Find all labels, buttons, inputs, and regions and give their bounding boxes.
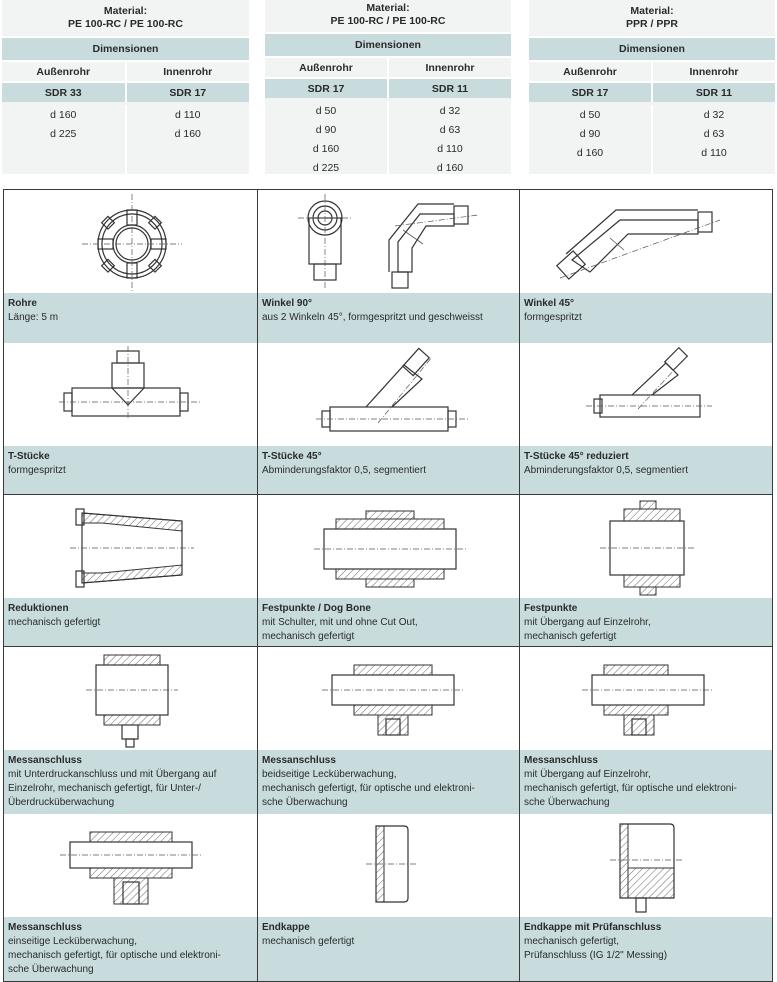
product-description: aus 2 Winkeln 45°, formgespritzt und geschweisst xyxy=(262,312,483,323)
product-title: Messanschluss xyxy=(262,755,336,766)
material-table-1 xyxy=(2,0,249,174)
product-cell xyxy=(4,343,258,494)
product-title: Endkappe xyxy=(262,922,310,933)
material-value: PPR / PPR xyxy=(626,18,678,30)
product-caption xyxy=(4,293,257,343)
outer-diameter: d 90 xyxy=(265,120,389,139)
product-description: sche Überwachung xyxy=(262,797,348,808)
elbow-90-drawing xyxy=(258,190,519,293)
grid-row xyxy=(4,495,772,647)
material-title xyxy=(265,0,511,34)
column-headers xyxy=(2,62,249,83)
inner-diameter: d 160 xyxy=(174,127,201,140)
product-cell xyxy=(258,647,520,813)
sdr-inner: SDR 11 xyxy=(431,82,469,95)
measuring-connection-both-sides-drawing xyxy=(258,647,519,750)
inner-diameter: d 32 xyxy=(439,104,461,117)
product-description: Länge: 5 m xyxy=(8,312,59,323)
table-row xyxy=(265,120,511,139)
table-row xyxy=(529,105,775,124)
product-caption xyxy=(4,750,257,814)
inner-diameter: d 32 xyxy=(703,108,725,121)
dimensions-header: Dimensionen xyxy=(265,34,511,58)
product-cell xyxy=(4,647,258,813)
inner-diameter: d 63 xyxy=(439,123,461,136)
product-caption xyxy=(258,598,519,646)
grid-row xyxy=(4,343,772,495)
sdr-inner: SDR 11 xyxy=(695,86,733,99)
outer-diameter: d 225 xyxy=(2,124,127,143)
sdr-row xyxy=(529,83,775,102)
table-row xyxy=(2,124,249,143)
material-title xyxy=(529,0,775,38)
sdr-row xyxy=(2,83,249,102)
product-cell xyxy=(520,814,772,981)
inner-diameter: d 110 xyxy=(175,108,201,121)
product-title: T-Stücke 45° xyxy=(262,451,322,462)
product-cell xyxy=(258,495,520,646)
product-cell xyxy=(258,190,520,342)
material-table-3 xyxy=(529,0,775,174)
tee-45-drawing xyxy=(258,343,519,446)
product-cell xyxy=(520,190,772,342)
tee-drawing xyxy=(4,343,257,446)
product-description: mechanisch gefertigt xyxy=(262,631,355,642)
product-description: mechanisch gefertigt xyxy=(524,631,617,642)
grid-row xyxy=(4,814,772,981)
table-row xyxy=(529,143,775,162)
table-row xyxy=(2,105,249,124)
inner-pipe-header: Innenrohr xyxy=(689,65,739,78)
outer-diameter: d 160 xyxy=(529,143,653,162)
product-description: mechanisch gefertigt xyxy=(262,936,355,947)
product-description: formgespritzt xyxy=(8,465,66,476)
measuring-connection-one-side-drawing xyxy=(4,814,257,917)
inner-diameter: d 110 xyxy=(701,146,727,159)
end-cap-test-connection-drawing xyxy=(520,814,772,917)
product-description: mechanisch gefertigt, für optische und elektroni- xyxy=(262,783,475,794)
product-title: Endkappe mit Prüfanschluss xyxy=(524,922,662,933)
material-label: Material: xyxy=(630,5,674,17)
product-caption xyxy=(258,446,519,494)
product-description: mechanisch gefertigt, für optische und elektroni- xyxy=(8,950,221,961)
product-caption xyxy=(520,917,772,981)
product-title: Festpunkte xyxy=(524,603,578,614)
material-value: PE 100-RC / PE 100-RC xyxy=(330,15,446,27)
product-description: sche Überwachung xyxy=(524,797,610,808)
product-caption xyxy=(520,446,772,494)
inner-pipe-header: Innenrohr xyxy=(163,65,213,78)
anchor-dog-bone-drawing xyxy=(258,495,519,598)
inner-diameter: d 63 xyxy=(703,127,725,140)
product-title: Winkel 90° xyxy=(262,298,313,309)
product-title: Messanschluss xyxy=(524,755,598,766)
product-title: Festpunkte / Dog Bone xyxy=(262,603,371,614)
measuring-connection-single-pipe-drawing xyxy=(520,647,772,750)
anchor-point-drawing xyxy=(520,495,772,598)
dimensions-header: Dimensionen xyxy=(529,38,775,62)
end-cap-drawing xyxy=(258,814,519,917)
column-headers xyxy=(529,62,775,83)
product-cell xyxy=(4,495,258,646)
elbow-45-drawing xyxy=(520,190,772,293)
inner-diameter: d 160 xyxy=(436,161,464,174)
product-title: T-Stücke 45° reduziert xyxy=(524,451,629,462)
product-description: Überdrucküberwachung xyxy=(8,797,115,808)
outer-diameter: d 160 xyxy=(265,139,389,158)
product-cell xyxy=(4,814,258,981)
product-description: mit Übergang auf Einzelrohr, xyxy=(524,769,651,780)
outer-pipe-header: Außenrohr xyxy=(529,62,653,81)
table-row xyxy=(265,101,511,120)
product-cell xyxy=(520,495,772,646)
outer-diameter: d 225 xyxy=(265,158,389,177)
product-description: mit Schulter, mit und ohne Cut Out, xyxy=(262,617,418,628)
column-headers xyxy=(265,58,511,79)
product-caption xyxy=(4,598,257,646)
grid-row xyxy=(4,647,772,814)
product-title: Messanschluss xyxy=(8,922,82,933)
product-caption xyxy=(258,750,519,814)
outer-diameter: d 50 xyxy=(265,101,389,120)
product-description: sche Überwachung xyxy=(8,964,94,975)
outer-diameter: d 50 xyxy=(529,105,653,124)
product-caption xyxy=(4,446,257,494)
product-cell xyxy=(520,343,772,494)
measuring-connection-vacuum-drawing xyxy=(4,647,257,750)
product-caption xyxy=(258,917,519,981)
product-description: beidseitige Lecküberwachung, xyxy=(262,769,397,780)
product-caption xyxy=(520,293,772,343)
product-description: Abminderungsfaktor 0,5, segmentiert xyxy=(524,465,688,476)
product-description: einseitige Lecküberwachung, xyxy=(8,936,137,947)
product-title: Winkel 45° xyxy=(524,298,575,309)
product-description: mechanisch gefertigt xyxy=(8,617,101,628)
material-table-2 xyxy=(265,0,511,174)
outer-pipe-header: Außenrohr xyxy=(2,62,127,81)
reducer-drawing xyxy=(4,495,257,598)
material-label: Material: xyxy=(366,2,410,14)
product-description: Einzelrohr, mechanisch gefertigt, für Unter-/ xyxy=(8,783,201,794)
product-description: mit Übergang auf Einzelrohr, xyxy=(524,617,651,628)
product-description: mit Unterdruckanschluss und mit Übergang auf xyxy=(8,769,217,780)
product-cell xyxy=(520,647,772,813)
outer-diameter: d 160 xyxy=(2,105,127,124)
product-title: Messanschluss xyxy=(8,755,82,766)
product-cell xyxy=(258,343,520,494)
tee-45-reduced-drawing xyxy=(520,343,772,446)
sdr-outer: SDR 17 xyxy=(529,83,653,102)
table-row xyxy=(529,124,775,143)
sdr-outer: SDR 17 xyxy=(265,79,389,98)
material-title xyxy=(2,0,249,38)
sdr-row xyxy=(265,79,511,98)
product-title: Rohre xyxy=(8,298,37,309)
inner-pipe-header: Innenrohr xyxy=(425,61,475,74)
pipe-cross-section-drawing xyxy=(4,190,257,293)
dimensions-header: Dimensionen xyxy=(2,38,249,62)
product-description: Prüfanschluss (IG 1/2" Messing) xyxy=(524,950,668,961)
outer-pipe-header: Außenrohr xyxy=(265,58,389,77)
product-caption xyxy=(520,750,772,814)
product-caption xyxy=(258,293,519,343)
product-caption xyxy=(4,917,257,981)
table-row xyxy=(265,158,511,177)
product-cell xyxy=(4,190,258,342)
sdr-outer: SDR 33 xyxy=(2,83,127,102)
table-row xyxy=(265,139,511,158)
product-title: T-Stücke xyxy=(8,451,50,462)
material-label: Material: xyxy=(103,5,148,17)
product-caption xyxy=(520,598,772,646)
product-title: Reduktionen xyxy=(8,603,69,614)
product-cell xyxy=(258,814,520,981)
product-description: mechanisch gefertigt, xyxy=(524,936,620,947)
outer-diameter: d 90 xyxy=(529,124,653,143)
product-description: mechanisch gefertigt, für optische und elektroni- xyxy=(524,783,737,794)
inner-diameter: d 110 xyxy=(437,142,463,155)
grid-row xyxy=(4,190,772,343)
product-description: Abminderungsfaktor 0,5, segmentiert xyxy=(262,465,426,476)
sdr-inner: SDR 17 xyxy=(169,86,207,99)
material-value: PE 100-RC / PE 100-RC xyxy=(68,18,183,30)
product-description: formgespritzt xyxy=(524,312,582,323)
product-grid xyxy=(3,189,773,982)
